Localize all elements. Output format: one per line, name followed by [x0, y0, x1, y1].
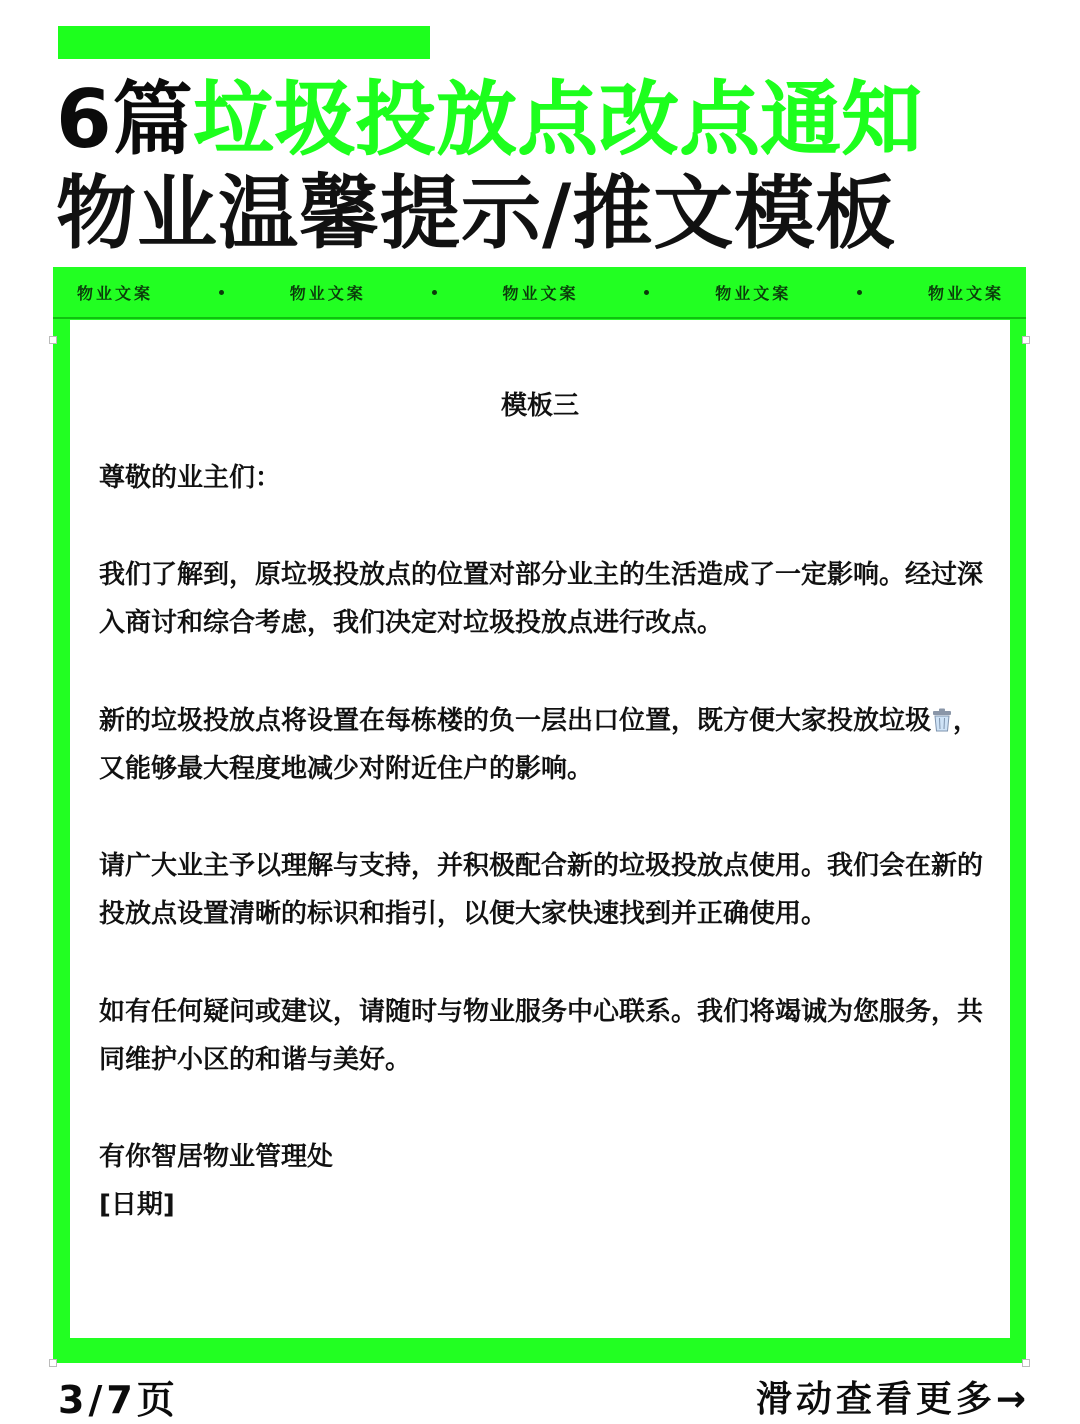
- page-indicator: 3/7页: [58, 1378, 179, 1422]
- strip-dot: [219, 290, 224, 295]
- strip-dot: [857, 290, 862, 295]
- strip-dot: [644, 290, 649, 295]
- template-title: 模板三: [500, 391, 579, 421]
- strip-label: 物业文案: [927, 283, 1004, 303]
- headline-line-2: 物业温馨提示/推文模板: [56, 167, 897, 260]
- headline-number: 6篇: [56, 73, 194, 166]
- corner-handle[interactable]: [49, 336, 57, 344]
- salutation: 尊敬的业主们：: [99, 463, 282, 493]
- strip-dot: [432, 290, 437, 295]
- paragraph-1: 我们了解到，原垃圾投放点的位置对部分业主的生活造成了一定影响。经过深入商讨和综合考虑，我们决定对垃圾投放点进行改点。: [99, 560, 984, 638]
- date-placeholder: [日期]: [99, 1190, 175, 1220]
- strip-label: 物业文案: [289, 283, 366, 303]
- paragraph-2: [99, 697, 989, 793]
- corner-handle[interactable]: [1022, 1359, 1030, 1367]
- strip-label: 物业文案: [502, 283, 579, 303]
- paragraph-4: 如有任何疑问或建议，请随时与物业服务中心联系。我们将竭诚为您服务，共同维护小区的和谐与美好。: [99, 997, 984, 1075]
- headline-line-1: [56, 72, 923, 168]
- strip-label: 物业文案: [77, 283, 154, 303]
- paragraph-2-after: ，又能够最大程度地减少对附近住户的影响。: [99, 706, 980, 784]
- card-header-strip: [53, 267, 1026, 319]
- corner-handle[interactable]: [1022, 336, 1030, 344]
- headline-highlight: 垃圾投放点改点通知: [193, 73, 923, 166]
- corner-handle[interactable]: [49, 1359, 57, 1367]
- strip-label: 物业文案: [715, 283, 792, 303]
- top-accent-bar: [58, 26, 430, 59]
- trash-can-emoji-icon: [932, 708, 952, 732]
- paragraph-3: 请广大业主予以理解与支持，并积极配合新的垃圾投放点使用。我们会在新的投放点设置清晰的标识和指引，以便大家快速找到并正确使用。: [99, 851, 984, 929]
- paragraph-2-before: 新的垃圾投放点将设置在每栋楼的负一层出口位置，既方便大家投放垃圾: [99, 706, 932, 736]
- signature: 有你智居物业管理处: [99, 1142, 334, 1172]
- swipe-hint[interactable]: 滑动查看更多→: [755, 1379, 1030, 1420]
